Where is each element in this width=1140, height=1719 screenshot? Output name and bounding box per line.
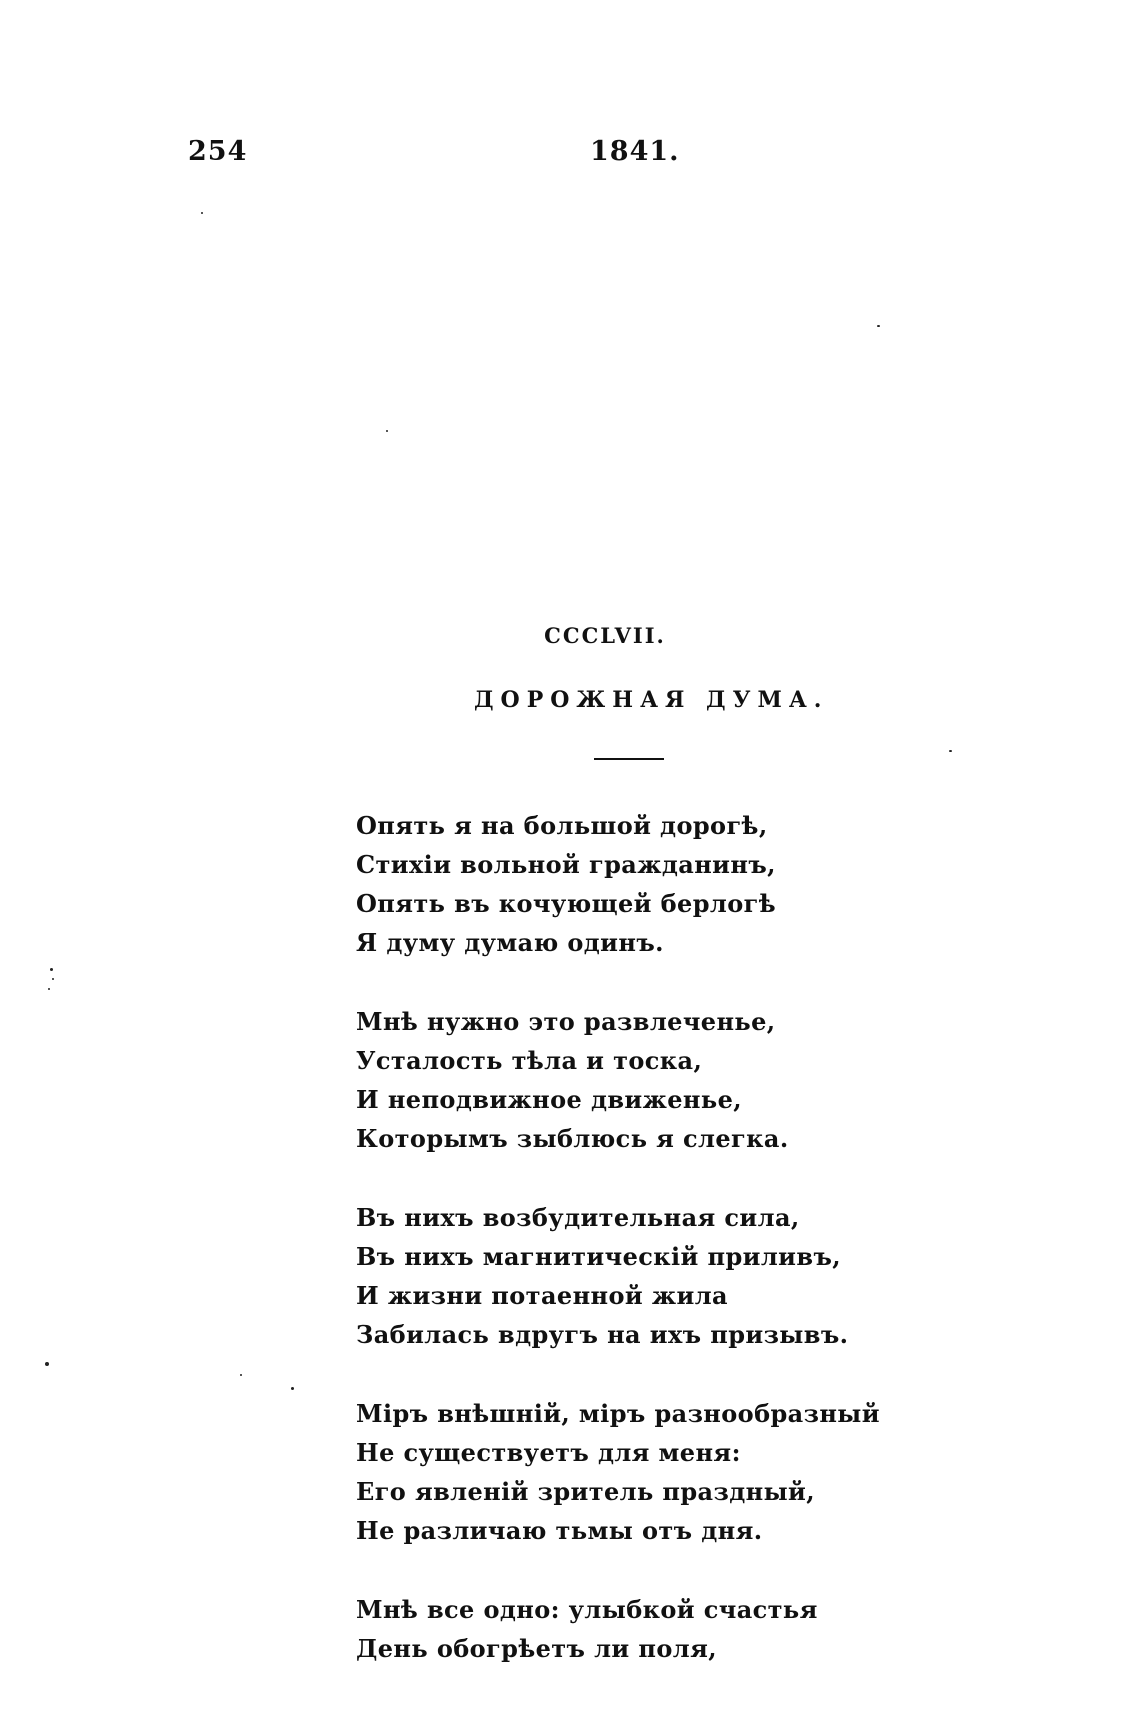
scan-speck	[45, 1362, 49, 1366]
scan-speck	[48, 988, 50, 990]
poem-line: Въ нихъ магнитическій приливъ,	[356, 1242, 842, 1271]
poem-line: Забилась вдругъ на ихъ призывъ.	[356, 1320, 849, 1349]
poem-title: ДОРОЖНАЯ ДУМА.	[474, 687, 829, 713]
scan-speck	[291, 1387, 294, 1390]
scan-speck	[877, 325, 880, 327]
poem-line: Опять въ кочующей берлогѣ	[356, 889, 777, 918]
poem-body	[356, 806, 916, 1708]
scan-speck	[201, 212, 203, 214]
poem-line: Міръ внѣшній, міръ разнообразный	[356, 1399, 880, 1428]
poem-line: Мнѣ все одно: улыбкой счастья	[356, 1595, 818, 1624]
stanza-4	[356, 1394, 916, 1550]
poem-line: Я думу думаю одинъ.	[356, 928, 664, 957]
scan-speck	[240, 1374, 242, 1376]
stanza-3	[356, 1198, 916, 1354]
poem-number: CCCLVII.	[544, 623, 666, 648]
scan-speck	[949, 750, 952, 752]
poem-line: Его явленій зритель праздный,	[356, 1477, 815, 1506]
poem-line: Опять я на большой дорогѣ,	[356, 811, 768, 840]
scan-speck	[52, 978, 54, 980]
poem-line: Въ нихъ возбудительная сила,	[356, 1203, 800, 1232]
poem-line: И жизни потаенной жила	[356, 1281, 728, 1310]
running-head-year: 1841.	[590, 136, 680, 167]
poem-line: День обогрѣетъ ли поля,	[356, 1634, 717, 1663]
title-divider	[594, 758, 664, 760]
poem-line: Стихіи вольной гражданинъ,	[356, 850, 776, 879]
stanza-2	[356, 1002, 916, 1158]
page-number: 254	[188, 136, 248, 167]
poem-line: Мнѣ нужно это развлеченье,	[356, 1007, 776, 1036]
poem-line: Не различаю тьмы отъ дня.	[356, 1516, 763, 1545]
stanza-5	[356, 1590, 916, 1668]
scan-speck	[50, 968, 53, 971]
stanza-1	[356, 806, 916, 962]
poem-line: Усталость тѣла и тоска,	[356, 1046, 703, 1075]
scan-speck	[386, 430, 388, 432]
poem-line: И неподвижное движенье,	[356, 1085, 743, 1114]
poem-line: Не существуетъ для меня:	[356, 1438, 741, 1467]
poem-line: Которымъ зыблюсь я слегка.	[356, 1124, 789, 1153]
